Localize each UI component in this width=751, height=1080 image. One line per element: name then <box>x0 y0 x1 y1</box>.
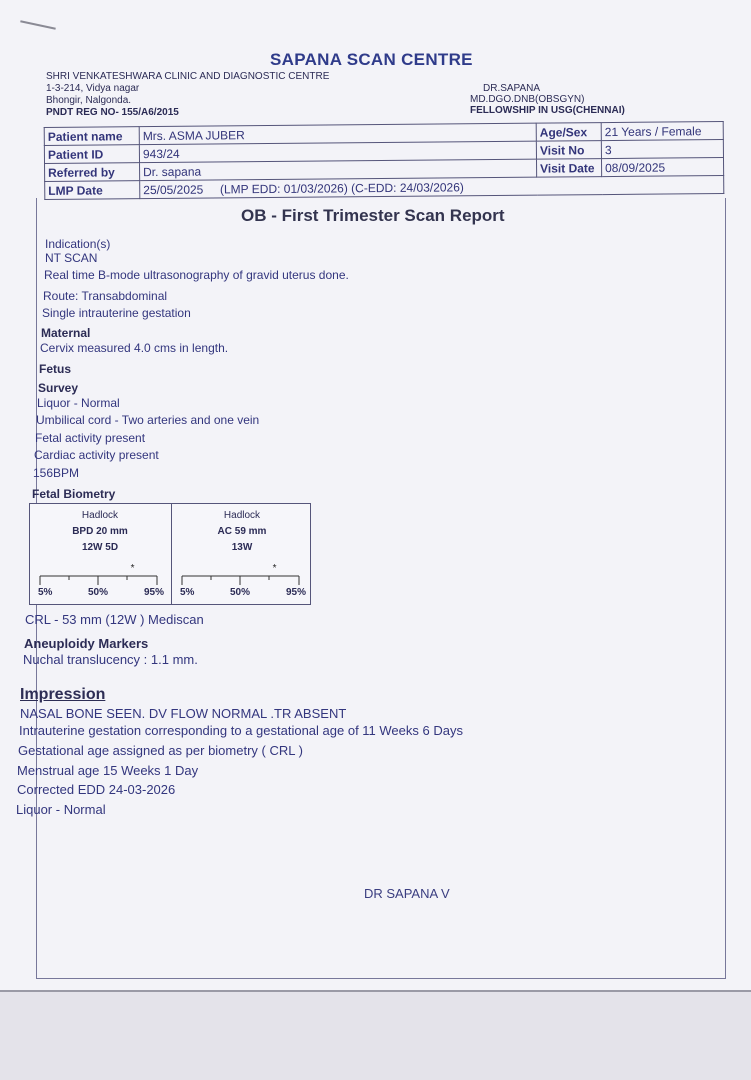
fetus-heading: Fetus <box>39 362 72 376</box>
bpd-percentile-scale <box>30 559 170 587</box>
cervix-line: Cervix measured 4.0 cms in length. <box>40 341 229 355</box>
indication-value: NT SCAN <box>45 251 98 265</box>
doctor-degree: MD.DGO.DNB(OBSGYN) <box>470 94 585 105</box>
gestation-line: Single intrauterine gestation <box>42 306 191 320</box>
bpd-cell <box>30 504 170 604</box>
bpd-scale-95: 95% <box>144 587 165 598</box>
visit-date-label: Visit Date <box>536 159 601 178</box>
method-line: Real time B-mode ultrasonography of gravid uterus done. <box>44 268 349 282</box>
liquor-line: Liquor - Normal <box>37 396 120 410</box>
clinic-subtitle: SHRI VENKATESHWARA CLINIC AND DIAGNOSTIC CENTRE <box>46 71 330 82</box>
impression-line-6: Liquor - Normal <box>16 802 106 817</box>
aneuploidy-heading: Aneuploidy Markers <box>24 636 149 651</box>
impression-line-1: NASAL BONE SEEN. DV FLOW NORMAL .TR ABSENT <box>20 706 347 721</box>
visit-no: 3 <box>601 140 723 159</box>
survey-heading: Survey <box>38 381 79 395</box>
cord-line: Umbilical cord - Two arteries and one vein <box>36 413 260 427</box>
doctor-name: DR.SAPANA <box>483 83 541 94</box>
ac-method: Hadlock <box>223 510 261 521</box>
patient-id: 943/24 <box>139 141 536 162</box>
cardiac-activity-line: Cardiac activity present <box>34 448 159 462</box>
maternal-heading: Maternal <box>41 326 91 340</box>
patient-info-table <box>44 121 725 200</box>
clinic-address <box>46 71 329 119</box>
crl-line: CRL - 53 mm (12W ) Mediscan <box>25 612 204 627</box>
impression-line-2: Intrauterine gestation corresponding to a gestational age of 11 Weeks 6 Days <box>19 723 463 738</box>
impression-line-4: Menstrual age 15 Weeks 1 Day <box>17 763 199 778</box>
impression-line-3: Gestational age assigned as per biometry ( CRL ) <box>18 743 303 758</box>
indication-heading: Indication(s) <box>45 237 111 251</box>
ac-scale-5: 5% <box>180 587 195 598</box>
impression-line-5: Corrected EDD 24-03-2026 <box>17 782 176 797</box>
clinic-name: SAPANA SCAN CENTRE <box>270 50 473 69</box>
patient-name: Mrs. ASMA JUBER <box>139 123 536 144</box>
biometry-heading: Fetal Biometry <box>32 487 116 501</box>
address-line-2: Bhongir, Nalgonda. <box>46 95 132 106</box>
pndt-reg: PNDT REG NO- 155/A6/2015 <box>46 107 179 118</box>
referred-by-label: Referred by <box>45 163 140 182</box>
patient-id-label: Patient ID <box>44 145 139 164</box>
ac-cell <box>172 504 312 604</box>
referred-by: Dr. sapana <box>140 159 537 180</box>
visit-no-label: Visit No <box>536 141 601 160</box>
bpd-age: 12W 5D <box>81 542 119 553</box>
lmp-label: LMP Date <box>45 181 140 200</box>
nt-line: Nuchal translucency : 1.1 mm. <box>23 652 198 667</box>
bpd-percentile-marker: * <box>130 563 135 574</box>
agesex-value: 21 Years / Female <box>601 122 723 141</box>
lmp-value: 25/05/2025 (LMP EDD: 01/03/2026) (C-EDD: 24/03/2026) <box>140 176 724 199</box>
doctor-info <box>470 83 625 116</box>
agesex-label: Age/Sex <box>536 123 601 142</box>
ac-scale-50: 50% <box>230 587 251 598</box>
address-line-1: 1-3-214, Vidya nagar <box>46 83 140 94</box>
ac-age: 13W <box>231 542 253 553</box>
pen-mark <box>20 20 56 29</box>
route-line: Route: Transabdominal <box>43 289 168 303</box>
fetal-activity-line: Fetal activity present <box>35 431 146 445</box>
doctor-fellowship: FELLOWSHIP IN USG(CHENNAI) <box>470 105 625 116</box>
bpd-method: Hadlock <box>81 510 119 521</box>
bpd-scale-50: 50% <box>88 587 109 598</box>
bpd-scale-5: 5% <box>38 587 53 598</box>
ac-scale-95: 95% <box>286 587 307 598</box>
ac-measure: AC 59 mm <box>217 526 267 537</box>
heart-rate: 156BPM <box>33 466 80 480</box>
visit-date: 08/09/2025 <box>601 158 723 177</box>
impression-heading: Impression <box>20 686 106 703</box>
ac-percentile-marker: * <box>272 563 277 574</box>
patient-name-label: Patient name <box>44 127 139 146</box>
biometry-panel <box>29 503 311 605</box>
bpd-measure: BPD 20 mm <box>72 526 128 537</box>
report-title: OB - First Trimester Scan Report <box>241 206 505 225</box>
ac-percentile-scale <box>172 559 312 587</box>
signature: DR SAPANA V <box>364 886 450 901</box>
